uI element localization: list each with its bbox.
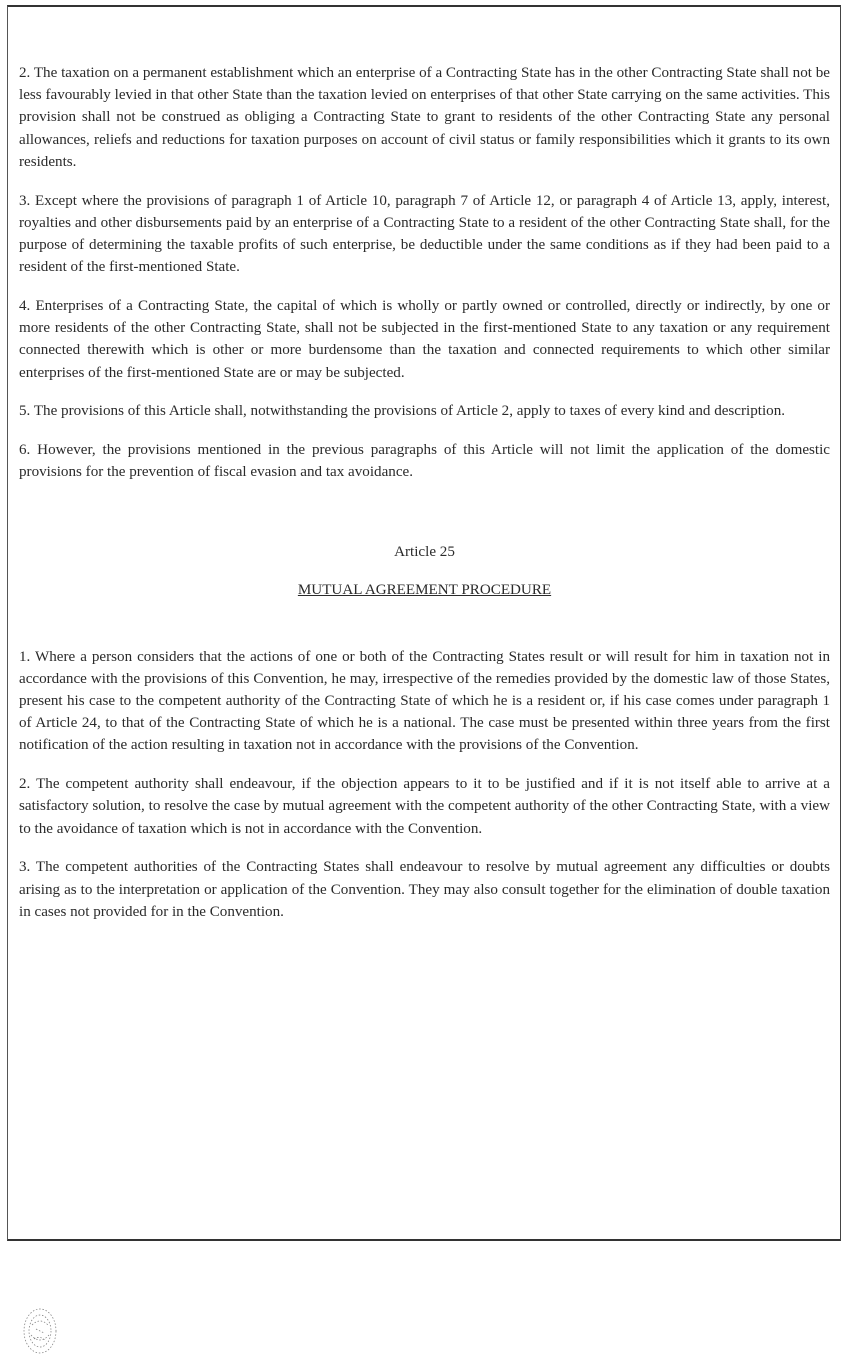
seal-stamp-icon	[22, 1305, 58, 1357]
article-number-heading: Article 25	[394, 543, 455, 560]
article25-paragraph-2: 2. The competent authority shall endeavour, if the objection appears to it to be justified and if it is not itself able to arrive at a satisfactory solution, to resolve the case by mutual agreement with the competent authority of the other Contracting State, with a view to the avoidance of taxation which is not in accordance with the Convention.	[19, 776, 830, 837]
article24-paragraph-6: 6. However, the provisions mentioned in the previous paragraphs of this Article will not limit the application of the domestic provisions for the prevention of fiscal evasion and tax avoidance.	[19, 442, 830, 481]
article25-paragraph-1: 1. Where a person considers that the actions of one or both of the Contracting States result or will result for him in taxation not in accordance with the provisions of this Convention, he may, irrespective of the remedies provided by the domestic law of those States, present his case to the competent authority of the Contracting State of which he is a resident or, if his case comes under paragraph 1 of Article 24, to that of the Contracting State of which he is a national. The case must be presented within three years from the first notification of the action resulting in taxation not in accordance with the provisions of the Convention.	[19, 648, 830, 754]
article24-paragraph-5: 5. The provisions of this Article shall, notwithstanding the provisions of Article 2, apply to taxes of every kind and description.	[19, 403, 786, 420]
article-title-heading	[19, 579, 830, 601]
article24-paragraph-3: 3. Except where the provisions of paragraph 1 of Article 10, paragraph 7 of Article 12, or paragraph 4 of Article 13, apply, interest, royalties and other disbursements paid by an enterprise of a Contracting State to a resident of the other Contracting State shall, for the purpose of determining the taxable profits of such enterprise, be deductible under the same conditions as if they had been paid to a resident of the first-mentioned State.	[19, 192, 830, 276]
article24-paragraph-2: 2. The taxation on a permanent establishment which an enterprise of a Contracting State has in the other Contracting State shall not be less favourably levied in that other State than the taxation levied on enterprises of that other State carrying on the same activities. This provision shall not be construed as obliging a Contracting State to grant to residents of the other Contracting State any personal allowances, reliefs and reductions for taxation purposes on account of civil status or family responsibilities which it grants to its own residents.	[19, 65, 830, 170]
article25-body	[19, 646, 830, 923]
article25-paragraph-3: 3. The competent authorities of the Contracting States shall endeavour to resolve by mutual agreement any difficulties or doubts arising as to the interpretation or application of the Convention. They may also consult together for the elimination of double taxation in cases not provided for in the Convention.	[19, 859, 830, 920]
document-page	[19, 62, 830, 940]
article24-paragraph-4: 4. Enterprises of a Contracting State, the capital of which is wholly or partly owned or controlled, directly or indirectly, by one or more residents of the other Contracting State, shall not be subjected in the first-mentioned State to any taxation or any requirement connected therewith which is other or more burdensome than the taxation and connected requirements to which other similar enterprises of the first-mentioned State are or may be subjected.	[19, 298, 830, 381]
article-title-text: MUTUAL AGREEMENT PROCEDURE	[297, 582, 552, 599]
